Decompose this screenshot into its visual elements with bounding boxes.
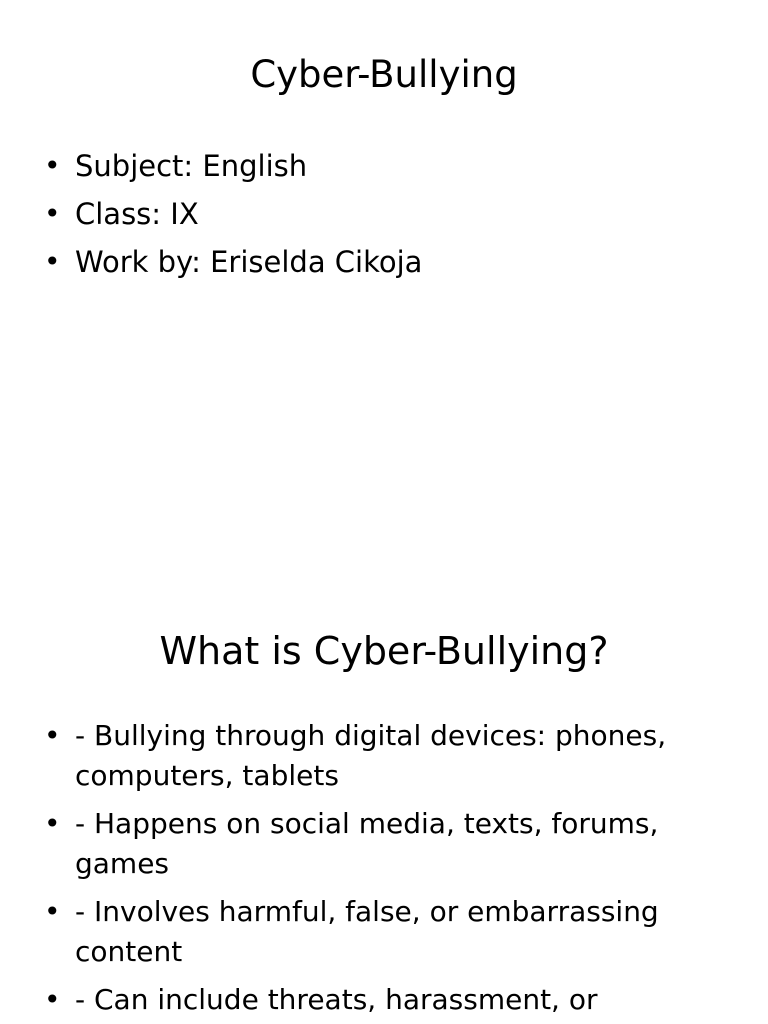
bullet-dot-icon: • <box>44 197 61 230</box>
slide-2 <box>0 576 768 1024</box>
list-item-text: - Can include threats, harassment, or <box>75 983 598 1016</box>
list-item-text: - Involves harmful, false, or embarrassing content <box>75 895 659 968</box>
bullet-dot-icon: • <box>44 719 61 752</box>
slide-title: What is Cyber-Bullying? <box>159 629 609 673</box>
list-item <box>0 804 768 884</box>
list-item-text: - Happens on social media, texts, forums, games <box>75 807 659 880</box>
list-item-text: Subject: English <box>75 149 308 183</box>
list-item <box>0 716 768 796</box>
bullet-dot-icon: • <box>44 895 61 928</box>
bullet-dot-icon: • <box>44 245 61 278</box>
list-item <box>0 142 768 190</box>
bullet-dot-icon: • <box>44 807 61 840</box>
bullet-dot-icon: • <box>44 983 61 1016</box>
bullet-list <box>0 716 768 1024</box>
bullet-dot-icon: • <box>44 149 61 182</box>
slide-title: Cyber-Bullying <box>250 53 518 96</box>
list-item-text: Work by: Eriselda Cikoja <box>75 245 423 279</box>
list-item-text: - Bullying through digital devices: phones, computers, tablets <box>75 719 667 792</box>
list-item-text: Class: IX <box>75 197 199 231</box>
list-item <box>0 980 768 1020</box>
list-item <box>0 238 768 286</box>
list-item <box>0 892 768 972</box>
bullet-list <box>0 142 768 286</box>
list-item <box>0 190 768 238</box>
